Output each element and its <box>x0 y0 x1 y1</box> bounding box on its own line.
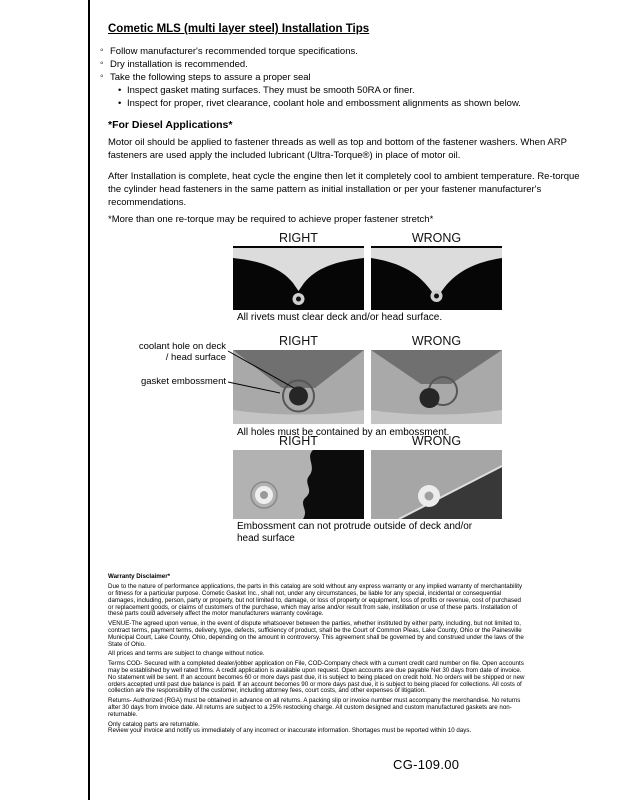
document-number: CG-109.00 <box>393 757 460 772</box>
warranty-disclaimer <box>108 574 528 735</box>
tip-item: ◦ Take the following steps to assure a proper seal <box>100 72 600 85</box>
rivet-right-image <box>233 246 364 310</box>
warranty-disclaimer-heading: Warranty Disclaimer* <box>108 573 171 580</box>
tip-item: ◦ Dry installation is recommended. <box>100 59 600 72</box>
hole-right-image <box>233 350 364 424</box>
figure-embossment-right-label: RIGHT <box>279 434 318 448</box>
hole-wrong-image <box>371 350 502 424</box>
annotation-gasket-embossment: gasket embossment <box>140 376 226 387</box>
tip-item: ◦ Follow manufacturer's recommended torque specifications. <box>100 46 600 59</box>
warranty-paragraph: Review your invoice and notify us immediately of any incorrect or inaccurate information. Shortages must be reported within 10 days. <box>108 727 472 735</box>
page-title: Cometic MLS (multi layer steel) Installation Tips <box>108 23 370 35</box>
rivet-wrong-image <box>371 246 502 310</box>
embossment-wrong-image <box>371 450 502 519</box>
warranty-paragraph: All prices and terms are subject to change without notice. <box>108 650 265 658</box>
figure-holes-wrong-label: WRONG <box>411 334 462 348</box>
warranty-paragraph: VENUE-The agreed upon venue, in the event of dispute whatsoever between the parties, whether instituted by either party, including, but not limited to, contract terms, payment terms, delivery, type, defects, sufficiency of product, shall be the Court of Common Pleas, Lake County, Ohio or the Painesville Municipal Court, Lake County, Ohio, depending on the amount in controversy. This agreement shall be governed by and construed under the laws of the State of Ohio. <box>108 620 524 648</box>
figure-rivets-right-label: RIGHT <box>279 231 318 245</box>
tip-sub-item: • Inspect gasket mating surfaces. They must be smooth 50RA or finer. <box>118 85 600 98</box>
figure-holes-right-label: RIGHT <box>279 334 318 348</box>
figure-rivets-caption: All rivets must clear deck and/or head surface. <box>237 312 443 323</box>
left-margin-rule <box>88 0 90 800</box>
diesel-applications-heading: *For Diesel Applications* <box>108 119 233 131</box>
embossment-right-image <box>233 450 364 519</box>
retorque-note: *More than one re-torque may be required to achieve proper fastener stretch* <box>108 214 434 225</box>
figure-embossment-caption: Embossment can not protrude outside of deck and/or head surface <box>237 521 473 544</box>
figure-embossment-wrong-label: WRONG <box>411 434 462 448</box>
figure-rivets-wrong-label: WRONG <box>411 231 462 245</box>
annotation-coolant-hole: coolant hole on deck / head surface <box>138 341 226 363</box>
tip-sub-item: • Inspect for proper, rivet clearance, coolant hole and embossment alignments as shown below. <box>118 98 600 111</box>
diesel-paragraph-1: Motor oil should be applied to fastener threads as well as top and bottom of the fastener washers. When ARP fasteners are used apply the included lubricant (Ultra-Torque®) in place of motor oil. <box>108 137 567 161</box>
warranty-paragraph: Due to the nature of performance applications, the parts in this catalog are sold without any express warranty or any implied warranty of merchantability or fitness for a particular purpose. Cometic Gasket Inc., shall not, under any circumstances, be liable for any special, incidental or consequential damages, including, person, party or property, but not limited to, damage, or loss of property or equipment, loss of profits or revenue, cost of purchased or replacement goods, or claims of customers of the purchase, which may arise and/or result from sale, instillation or use of these parts. Installation of these parts could adversely affect the motor manufacturers warranty coverage. <box>108 583 523 618</box>
warranty-paragraph: Only catalog parts are returnable. <box>108 720 200 728</box>
figure-holes-caption: All holes must be contained by an embossment. <box>237 427 450 438</box>
installation-tips-list <box>100 46 600 111</box>
warranty-paragraph: Terms COD- Secured with a completed dealer/jobber application on File, COD-Company check with a current credit card number on file. Open accounts may be established by well rated firms. A credit application is available upon request. Open accounts are due payable Net 30 days from date of invoice. No statement will be sent. If an account becomes 60 or more days past due, it is subject to being placed on credit hold. No orders will be shipped or new orders accepted until past due balance is paid. If an account becomes 90 or more days past due, it is subject to being placed for collections. All costs of collection are the responsibility of the customer, including attorney fees, court costs, and other expenses of litigation. <box>108 660 525 695</box>
warranty-paragraph: Returns- Authorized (RGA) must be obtained in advance on all returns. A packing slip or invoice number must accompany the merchandise. No returns after 30 days from invoice date. All returns are subject to a 25% restocking charge. All custom designed and custom manufactured gaskets are non-returnable. <box>108 697 521 718</box>
diesel-paragraph-2: After Installation is complete, heat cycle the engine then let it completely cool to ambient temperature. Re-torque the cylinder head fasteners in the same pattern as initial installation or per your fastener manufacturer's recommendations. <box>108 171 580 208</box>
